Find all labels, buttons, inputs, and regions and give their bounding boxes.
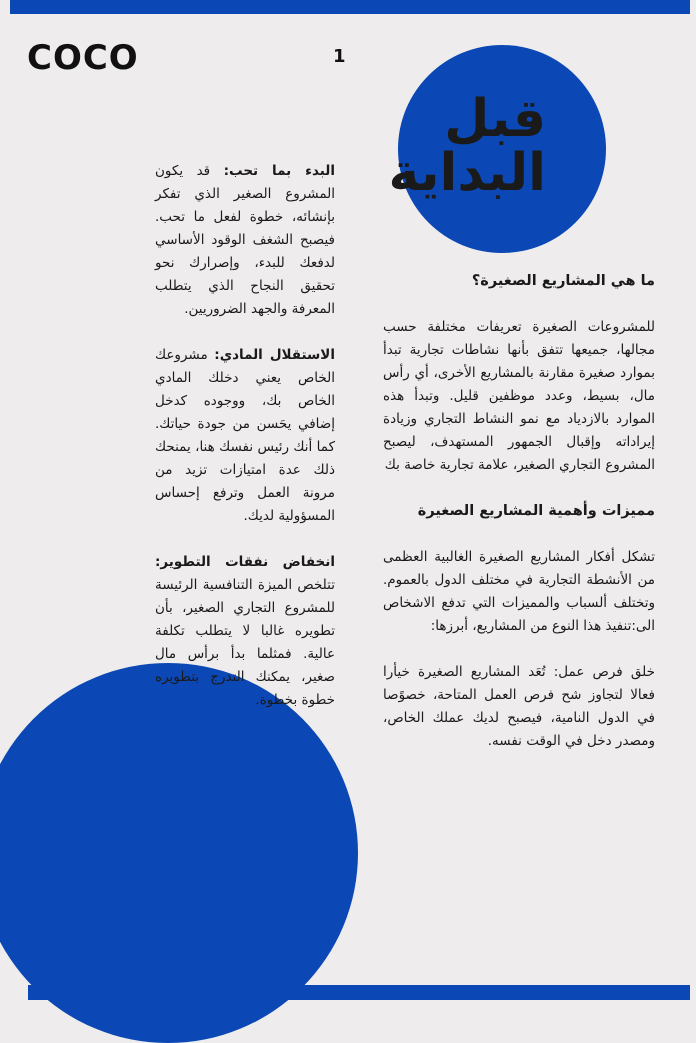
paragraph-heading: انخفاض نفقات التطوير:	[155, 554, 335, 570]
paragraph-definition: للمشروعات الصغيرة تعريفات مختلفة حسب مجالها، جميعها تتفق بأنها نشاطات تجارية تبدأ بموارد صغيرة مقارنة بالمشاريع الأخرى، أي رأس مال، بسيط، وعدد موظفين قليل. وتبدأ هذه الموارد بالازدياد مع نمو النشاط التجاري وزيادة إيراداته وإقبال الجمهور المستهدف، ليصبح المشروع التجاري الصغير، علامة تجارية خاصة بك	[383, 319, 655, 473]
paragraph-low-development-cost	[155, 551, 335, 712]
section-heading-features-importance: مميزات وأهمية المشاريع الصغيرة	[417, 503, 655, 519]
section-heading-what-are-small-projects: ما هي المشاريع الصغيرة؟	[471, 273, 655, 289]
top-accent-bar	[10, 0, 690, 14]
paragraph-start-with-passion	[155, 160, 335, 321]
brand-logo: COCO	[27, 38, 139, 78]
bottom-accent-bar	[28, 985, 690, 1000]
page-number: 1	[333, 46, 346, 67]
page-title-line1: قبل	[444, 89, 546, 149]
paragraph-text: مشروعك الخاص يعني دخلك المادي الخاص بك، ووجوده كدخل إضافي يحَسن من جودة حياتك. كما أنك رئيس نفسك هنا، يمنحك ذلك عدة امتيازات تزيد من مرونة العمل وترفع إحساس المسؤولية لديك.	[155, 347, 335, 524]
paragraph-heading: البدء بما تحب:	[223, 163, 335, 179]
paragraph-job-creation: خلق فرص عمل: تُعَد المشاريع الصغيرة خيأرا فعالا لتجاوز شح فرص العمل المتاحة، خصوًصا في الدول النامية، فيصبح لديك عملك الخاص، ومصدر دخل في الوقت نفسه.	[383, 664, 655, 749]
paragraph-text: تتلخص الميزة التنافسية الرئيسة للمشروع التجاري الصغير، بأن تطويره غالبا لا يتطلب تكلفة عالية. فمثلما بدأ برأس مال صغير، يمكنك التدرج بتطويره خطوة بخطوة.	[155, 577, 335, 708]
page-title	[346, 89, 546, 203]
page-title-line2: البداية	[388, 143, 546, 203]
left-column	[155, 160, 335, 735]
paragraph-features: تشكل أفكار المشاريع الصغيرة الغالبية العظمى من الأنشطة التجارية في مختلف الدول بالعموم. وتختلف ألسباب والمميزات التي تدفع الاشخاص الى:تنفيذ هذا النوع من المشاريع، أبرزها:	[383, 549, 655, 634]
paragraph-heading: الاستقلال المادي:	[214, 347, 335, 363]
paragraph-financial-independence	[155, 344, 335, 528]
right-column	[383, 270, 655, 776]
paragraph-text: قد يكون المشروع الصغير الذي تفكر بإنشائه، خطوة لفعل ما تحب. فيصبح الشغف الوقود الأساسي لدفعك للبدء، وإصرارك نحو تحقيق النجاح الذي يتطلب المعرفة والجهد الضروريين.	[155, 163, 335, 317]
